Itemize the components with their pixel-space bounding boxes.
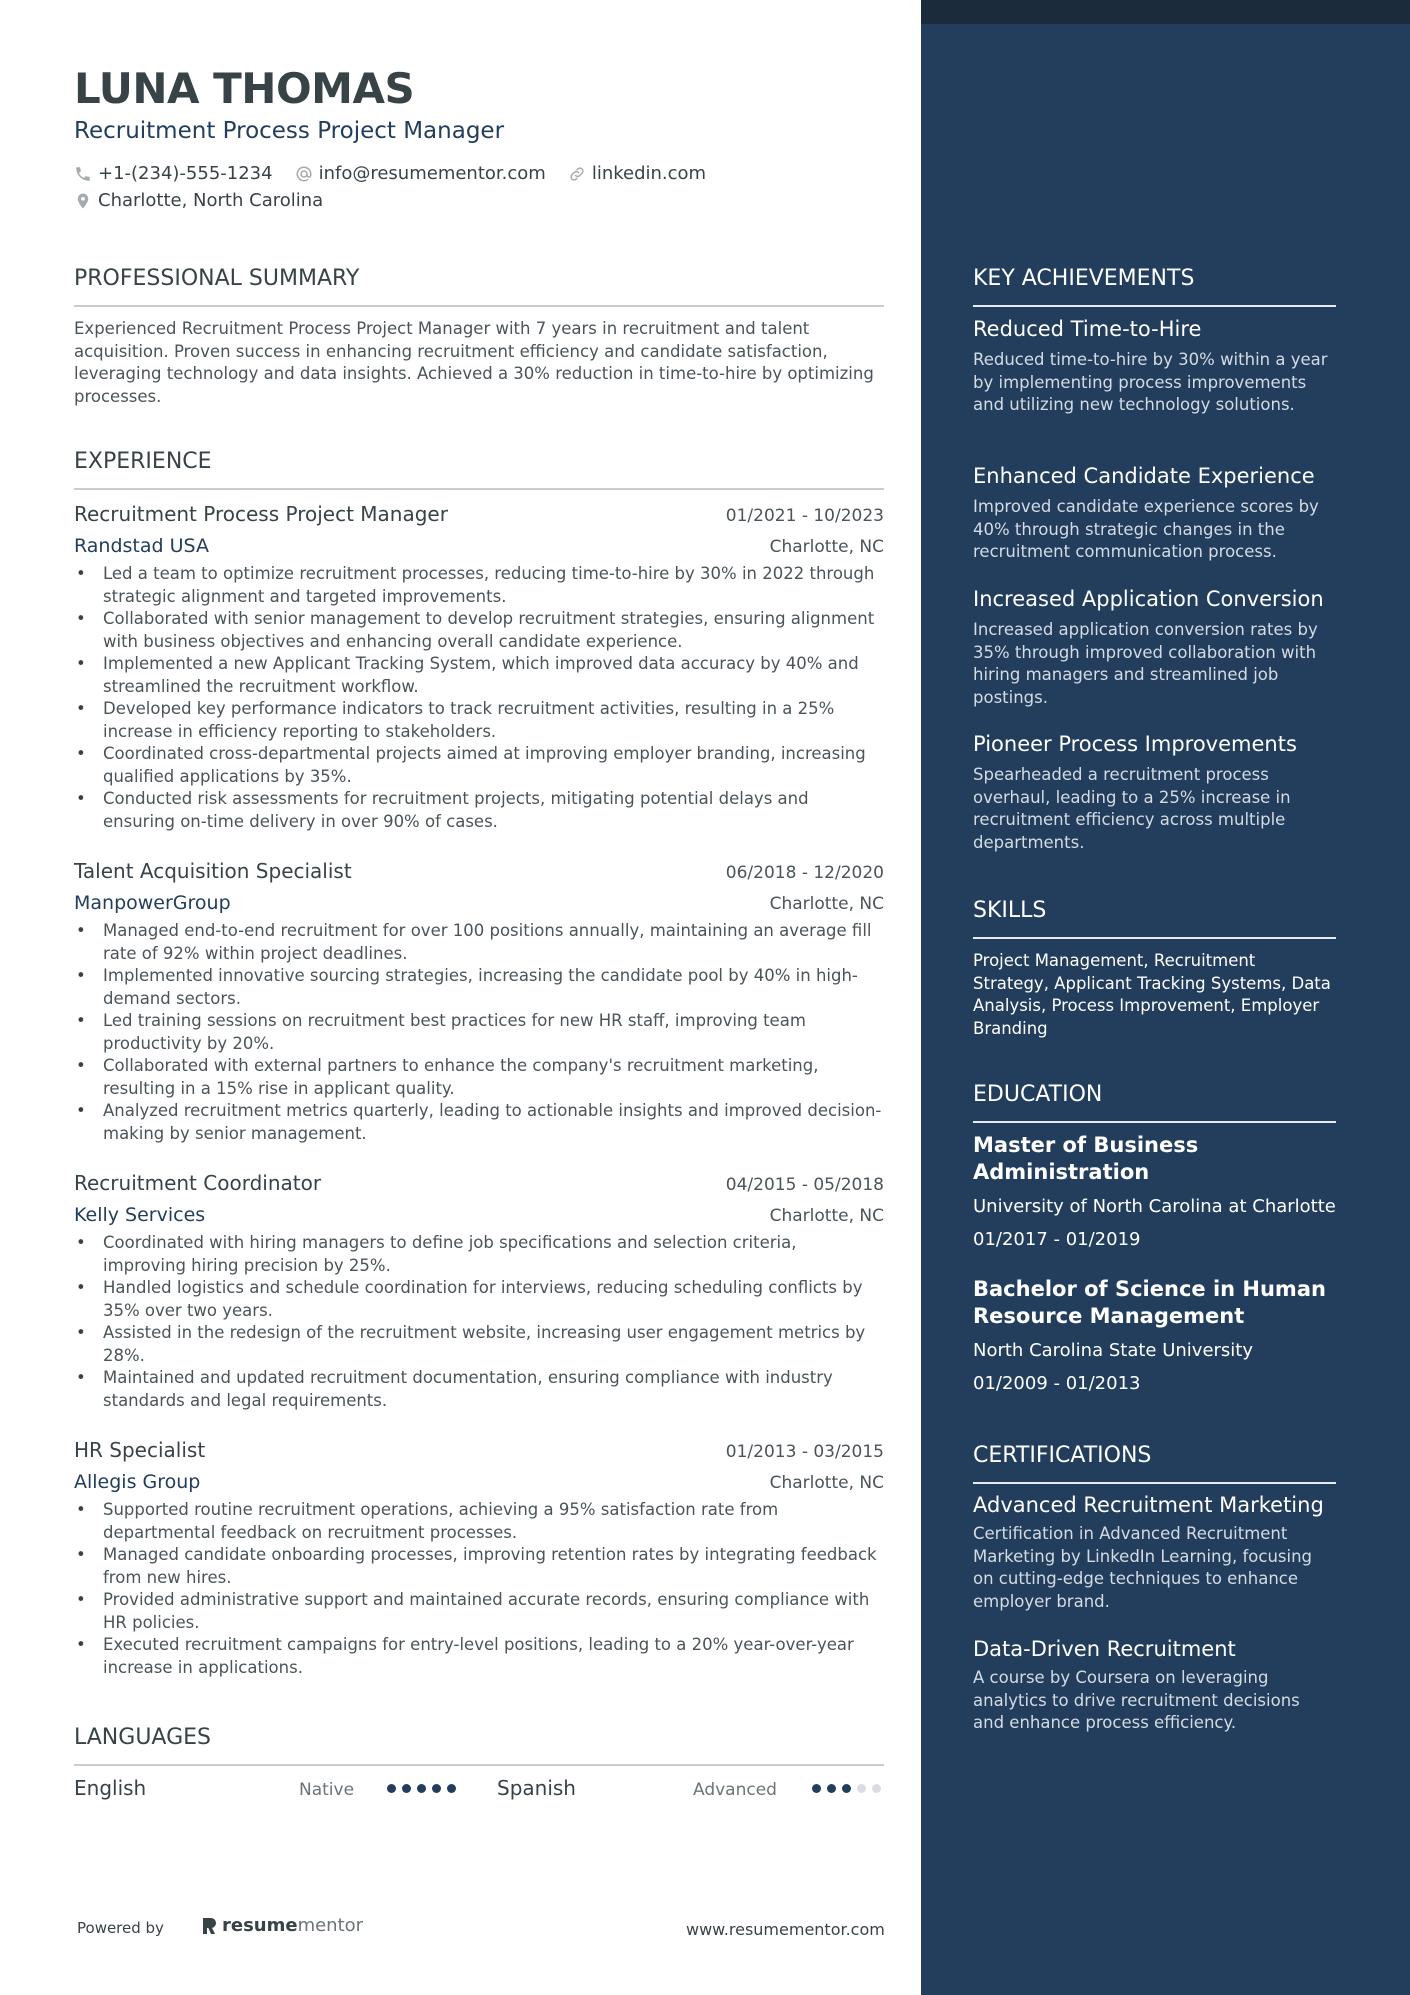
language-level-english: Native [299, 1780, 355, 1800]
link-icon [568, 165, 586, 183]
linkedin-text: linkedin.com [591, 163, 707, 184]
job-entry-1 [74, 502, 884, 833]
logo-text-bold: resume [222, 1915, 298, 1936]
email-text: info@resumementor.com [318, 163, 546, 184]
certification-title: Advanced Recruitment Marketing [973, 1493, 1324, 1517]
bullet: • Led a team to optimize recruitment processes, reducing time-to-hire by 30% in 2022 through strategic alignment and targeted improvements. [74, 563, 884, 608]
contact-phone[interactable] [74, 163, 273, 184]
job-bullets [74, 1499, 884, 1679]
logo-text-light: mentor [297, 1915, 364, 1936]
bullet: • Collaborated with external partners to enhance the company's recruitment marketing, resulting in a 15% rise in applicant quality. [74, 1055, 884, 1100]
bullet: • Handled logistics and schedule coordination for interviews, reducing scheduling conflicts by 35% over two years. [74, 1277, 884, 1322]
skills-heading: SKILLS [973, 898, 1336, 939]
rating-dot [432, 1784, 441, 1793]
bullet: • Developed key performance indicators to track recruitment activities, resulting in a 25% increase in efficiency reporting to stakeholders. [74, 698, 884, 743]
bullet: • Executed recruitment campaigns for entry-level positions, leading to a 20% year-over-year increase in applications. [74, 1634, 884, 1679]
education-dates: 01/2009 - 01/2013 [973, 1373, 1141, 1394]
language-rating-spanish [812, 1784, 887, 1793]
job-company: Randstad USA [74, 535, 209, 557]
certifications-heading: CERTIFICATIONS [973, 1443, 1336, 1484]
summary-text: Experienced Recruitment Process Project Manager with 7 years in recruitment and talent acquisition. Proven success in enhancing recruitment efficiency and candidate satisfaction, leveraging technology and data insights. Achieved a 30% reduction in time-to-hire by optimizing processes. [74, 319, 874, 406]
sidebar-top-band [921, 0, 1410, 24]
rating-dot [447, 1784, 456, 1793]
achievement-text: Reduced time-to-hire by 30% within a year by implementing process improvements and utilizing new technology solutions. [973, 350, 1328, 414]
achievement-item [973, 732, 1336, 854]
education-item [973, 1132, 1336, 1250]
job-company: Allegis Group [74, 1471, 201, 1493]
resumementor-logo-icon [200, 1916, 218, 1936]
job-bullets [74, 563, 884, 833]
phone-text: +1-(234)-555-1234 [98, 163, 273, 184]
summary-heading: PROFESSIONAL SUMMARY [74, 266, 884, 307]
language-name-english: English [74, 1776, 147, 1800]
location-text: Charlotte, North Carolina [98, 190, 324, 211]
education-heading: EDUCATION [973, 1082, 1336, 1123]
achievement-text: Spearheaded a recruitment process overhaul, leading to a 25% increase in recruitment efficiency across multiple departments. [973, 765, 1291, 852]
certification-item [973, 1493, 1336, 1613]
rating-dot [402, 1784, 411, 1793]
bullet: • Supported routine recruitment operations, achieving a 95% satisfaction rate from departmental feedback on recruitment processes. [74, 1499, 884, 1544]
achievement-title: Reduced Time-to-Hire [973, 317, 1202, 341]
footer-url-link[interactable]: www.resumementor.com [686, 1920, 885, 1939]
bullet: • Collaborated with senior management to develop recruitment strategies, ensuring alignment with business objectives and enhancing overall candidate experience. [74, 608, 884, 653]
bullet: • Conducted risk assessments for recruitment projects, mitigating potential delays and ensuring on-time delivery in over 90% of cases. [74, 788, 884, 833]
language-name-spanish: Spanish [497, 1776, 576, 1800]
experience-heading: EXPERIENCE [74, 449, 884, 490]
bullet: • Provided administrative support and maintained accurate records, ensuring compliance with HR policies. [74, 1589, 884, 1634]
job-entry-3 [74, 1171, 884, 1412]
rating-dot [827, 1784, 836, 1793]
bullet: • Managed end-to-end recruitment for over 100 positions annually, maintaining an average fill rate of 92% within project deadlines. [74, 920, 884, 965]
job-location: Charlotte, NC [769, 1473, 884, 1493]
job-dates: 06/2018 - 12/2020 [725, 863, 884, 883]
bullet: • Implemented a new Applicant Tracking System, which improved data accuracy by 40% and streamlined the recruitment workflow. [74, 653, 884, 698]
location-pin-icon [74, 192, 92, 210]
job-title: HR Specialist [74, 1438, 206, 1462]
job-bullets [74, 1232, 884, 1412]
education-degree: Bachelor of Science in Human Resource Management [973, 1277, 1326, 1328]
job-location: Charlotte, NC [769, 894, 884, 914]
education-dates: 01/2017 - 01/2019 [973, 1229, 1141, 1250]
achievement-text: Improved candidate experience scores by 40% through strategic changes in the recruitment communication process. [973, 497, 1319, 561]
bullet: • Implemented innovative sourcing strategies, increasing the candidate pool by 40% in high-demand sectors. [74, 965, 884, 1010]
candidate-name: LUNA THOMAS [74, 64, 415, 113]
certification-title: Data-Driven Recruitment [973, 1637, 1236, 1661]
contact-location [74, 190, 323, 211]
job-dates: 04/2015 - 05/2018 [725, 1175, 884, 1195]
certification-text: A course by Coursera on leveraging analytics to drive recruitment decisions and enhance process efficiency. [973, 1668, 1300, 1732]
certification-text: Certification in Advanced Recruitment Marketing by LinkedIn Learning, focusing on cutting-edge techniques to enhance employer brand. [973, 1524, 1313, 1611]
job-dates: 01/2021 - 10/2023 [725, 506, 884, 526]
rating-dot [872, 1784, 881, 1793]
language-rating-english [387, 1784, 462, 1793]
contact-info [74, 160, 894, 214]
resumementor-logo[interactable] [200, 1915, 363, 1936]
rating-dot [387, 1784, 396, 1793]
education-school: University of North Carolina at Charlotte [973, 1196, 1336, 1217]
rating-dot [842, 1784, 851, 1793]
job-company: Kelly Services [74, 1204, 206, 1226]
job-bullets [74, 920, 884, 1145]
job-company: ManpowerGroup [74, 892, 231, 914]
job-title: Talent Acquisition Specialist [74, 859, 352, 883]
certification-item [973, 1637, 1336, 1735]
bullet: • Managed candidate onboarding processes, improving retention rates by integrating feedback from new hires. [74, 1544, 884, 1589]
job-title: Recruitment Coordinator [74, 1171, 322, 1195]
at-icon [295, 165, 313, 183]
education-degree: Master of Business Administration [973, 1133, 1199, 1184]
job-dates: 01/2013 - 03/2015 [725, 1442, 884, 1462]
education-item [973, 1276, 1336, 1394]
achievement-item [973, 464, 1336, 564]
rating-dot [812, 1784, 821, 1793]
education-school: North Carolina State University [973, 1340, 1254, 1361]
language-level-spanish: Advanced [693, 1780, 777, 1800]
rating-dot [417, 1784, 426, 1793]
achievements-heading: KEY ACHIEVEMENTS [973, 266, 1336, 307]
job-title: Recruitment Process Project Manager [74, 502, 448, 526]
job-location: Charlotte, NC [769, 1206, 884, 1226]
powered-by-label: Powered by [77, 1919, 164, 1937]
candidate-title: Recruitment Process Project Manager [74, 118, 505, 144]
phone-icon [74, 165, 92, 183]
achievement-text: Increased application conversion rates by 35% through improved collaboration with hiring managers and streamlined job postings. [973, 620, 1318, 707]
bullet: • Coordinated with hiring managers to define job specifications and selection criteria, improving hiring precision by 25%. [74, 1232, 884, 1277]
job-entry-2 [74, 859, 884, 1145]
languages-heading: LANGUAGES [74, 1725, 884, 1766]
bullet: • Led training sessions on recruitment best practices for new HR staff, improving team productivity by 20%. [74, 1010, 884, 1055]
bullet: • Maintained and updated recruitment documentation, ensuring compliance with industry standards and legal requirements. [74, 1367, 884, 1412]
achievement-title: Pioneer Process Improvements [973, 732, 1297, 756]
achievement-item [973, 587, 1336, 709]
bullet: • Coordinated cross-departmental projects aimed at improving employer branding, increasing qualified applications by 35%. [74, 743, 884, 788]
job-entry-4 [74, 1438, 884, 1679]
skills-text: Project Management, Recruitment Strategy, Applicant Tracking Systems, Data Analysis, Process Improvement, Employer Branding [973, 951, 1331, 1038]
achievement-title: Increased Application Conversion [973, 587, 1324, 611]
contact-email[interactable] [295, 163, 546, 184]
achievement-item [973, 317, 1336, 417]
rating-dot [857, 1784, 866, 1793]
job-location: Charlotte, NC [769, 537, 884, 557]
contact-linkedin[interactable] [568, 163, 706, 184]
bullet: • Assisted in the redesign of the recruitment website, increasing user engagement metrics by 28%. [74, 1322, 884, 1367]
achievement-title: Enhanced Candidate Experience [973, 464, 1315, 488]
bullet: • Analyzed recruitment metrics quarterly, leading to actionable insights and improved decision-making by senior management. [74, 1100, 884, 1145]
